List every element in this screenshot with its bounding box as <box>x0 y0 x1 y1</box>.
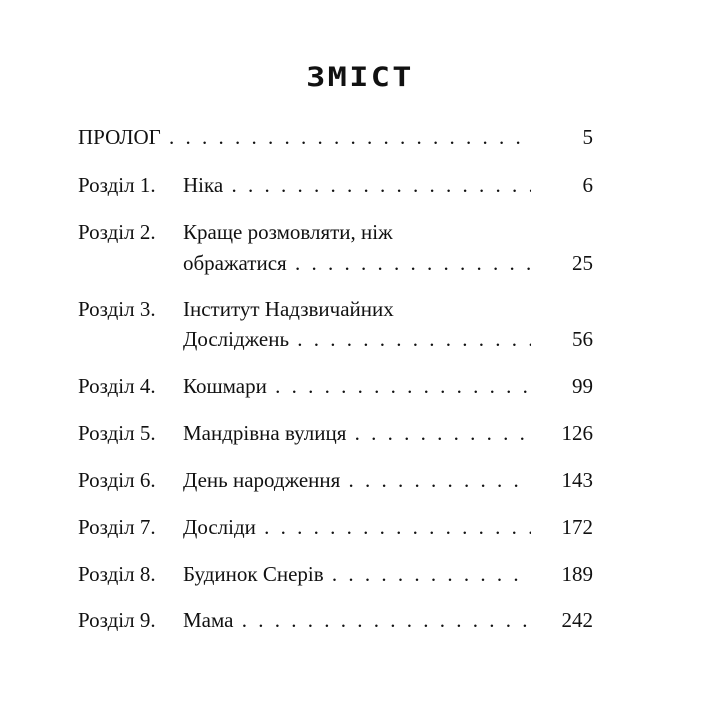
entry-title: Мандрівна вулиця . . . <box>183 418 593 448</box>
entry-title: Ніка . . . <box>183 170 593 200</box>
toc-entry-prologue[interactable] <box>0 122 720 152</box>
entry-page-number: 56 <box>531 324 593 354</box>
entry-page-number: 189 <box>531 559 593 589</box>
toc-entry-chapter-5[interactable] <box>0 418 720 448</box>
entry-title: Кошмари . . . <box>183 371 593 401</box>
toc-entry-chapter-8[interactable] <box>0 559 720 589</box>
toc-entry-chapter-2[interactable] <box>0 217 720 247</box>
toc-entry-chapter-4[interactable] <box>0 371 720 401</box>
entry-title-line-2: ображатися . . . <box>183 248 593 278</box>
toc-entry-chapter-9[interactable] <box>0 605 720 635</box>
chapter-label: Розділ 1. <box>78 173 156 197</box>
toc-entry-chapter-7[interactable] <box>0 512 720 542</box>
entry-title-line-2: Досліджень . . . <box>183 324 593 354</box>
entry-title-line-1: Краще розмовляти, ніж <box>183 220 393 244</box>
entry-page-number: 143 <box>531 465 593 495</box>
toc-entry-chapter-3[interactable] <box>0 294 720 324</box>
toc-entry-chapter-3-continued[interactable] <box>0 324 720 354</box>
chapter-label: Розділ 7. <box>78 515 156 539</box>
entry-title: Досліди . . . <box>183 512 593 542</box>
toc-entry-chapter-2-continued[interactable] <box>0 248 720 278</box>
entry-title: ПРОЛОГ . . . <box>78 122 593 152</box>
entry-title: День народження . . . <box>183 465 593 495</box>
chapter-label: Розділ 6. <box>78 468 156 492</box>
entry-page-number: 99 <box>531 371 593 401</box>
entry-page-number: 6 <box>531 170 593 200</box>
entry-page-number: 242 <box>531 605 593 635</box>
chapter-label: Розділ 9. <box>78 608 156 632</box>
toc-entry-chapter-6[interactable] <box>0 465 720 495</box>
chapter-label: Розділ 8. <box>78 562 156 586</box>
contents-heading: ЗМІСТ <box>306 62 414 93</box>
entry-title: Будинок Снерів . . . <box>183 559 593 589</box>
entry-title: Мама . . . <box>183 605 593 635</box>
entry-page-number: 172 <box>531 512 593 542</box>
entry-page-number: 126 <box>531 418 593 448</box>
chapter-label: Розділ 3. <box>78 297 156 321</box>
chapter-label: Розділ 2. <box>78 220 156 244</box>
entry-page-number: 25 <box>531 248 593 278</box>
toc-entry-chapter-1[interactable] <box>0 170 720 200</box>
entry-title-line-1: Інститут Надзвичайних <box>183 297 394 321</box>
chapter-label: Розділ 5. <box>78 421 156 445</box>
chapter-label: Розділ 4. <box>78 374 156 398</box>
entry-page-number: 5 <box>531 122 593 152</box>
